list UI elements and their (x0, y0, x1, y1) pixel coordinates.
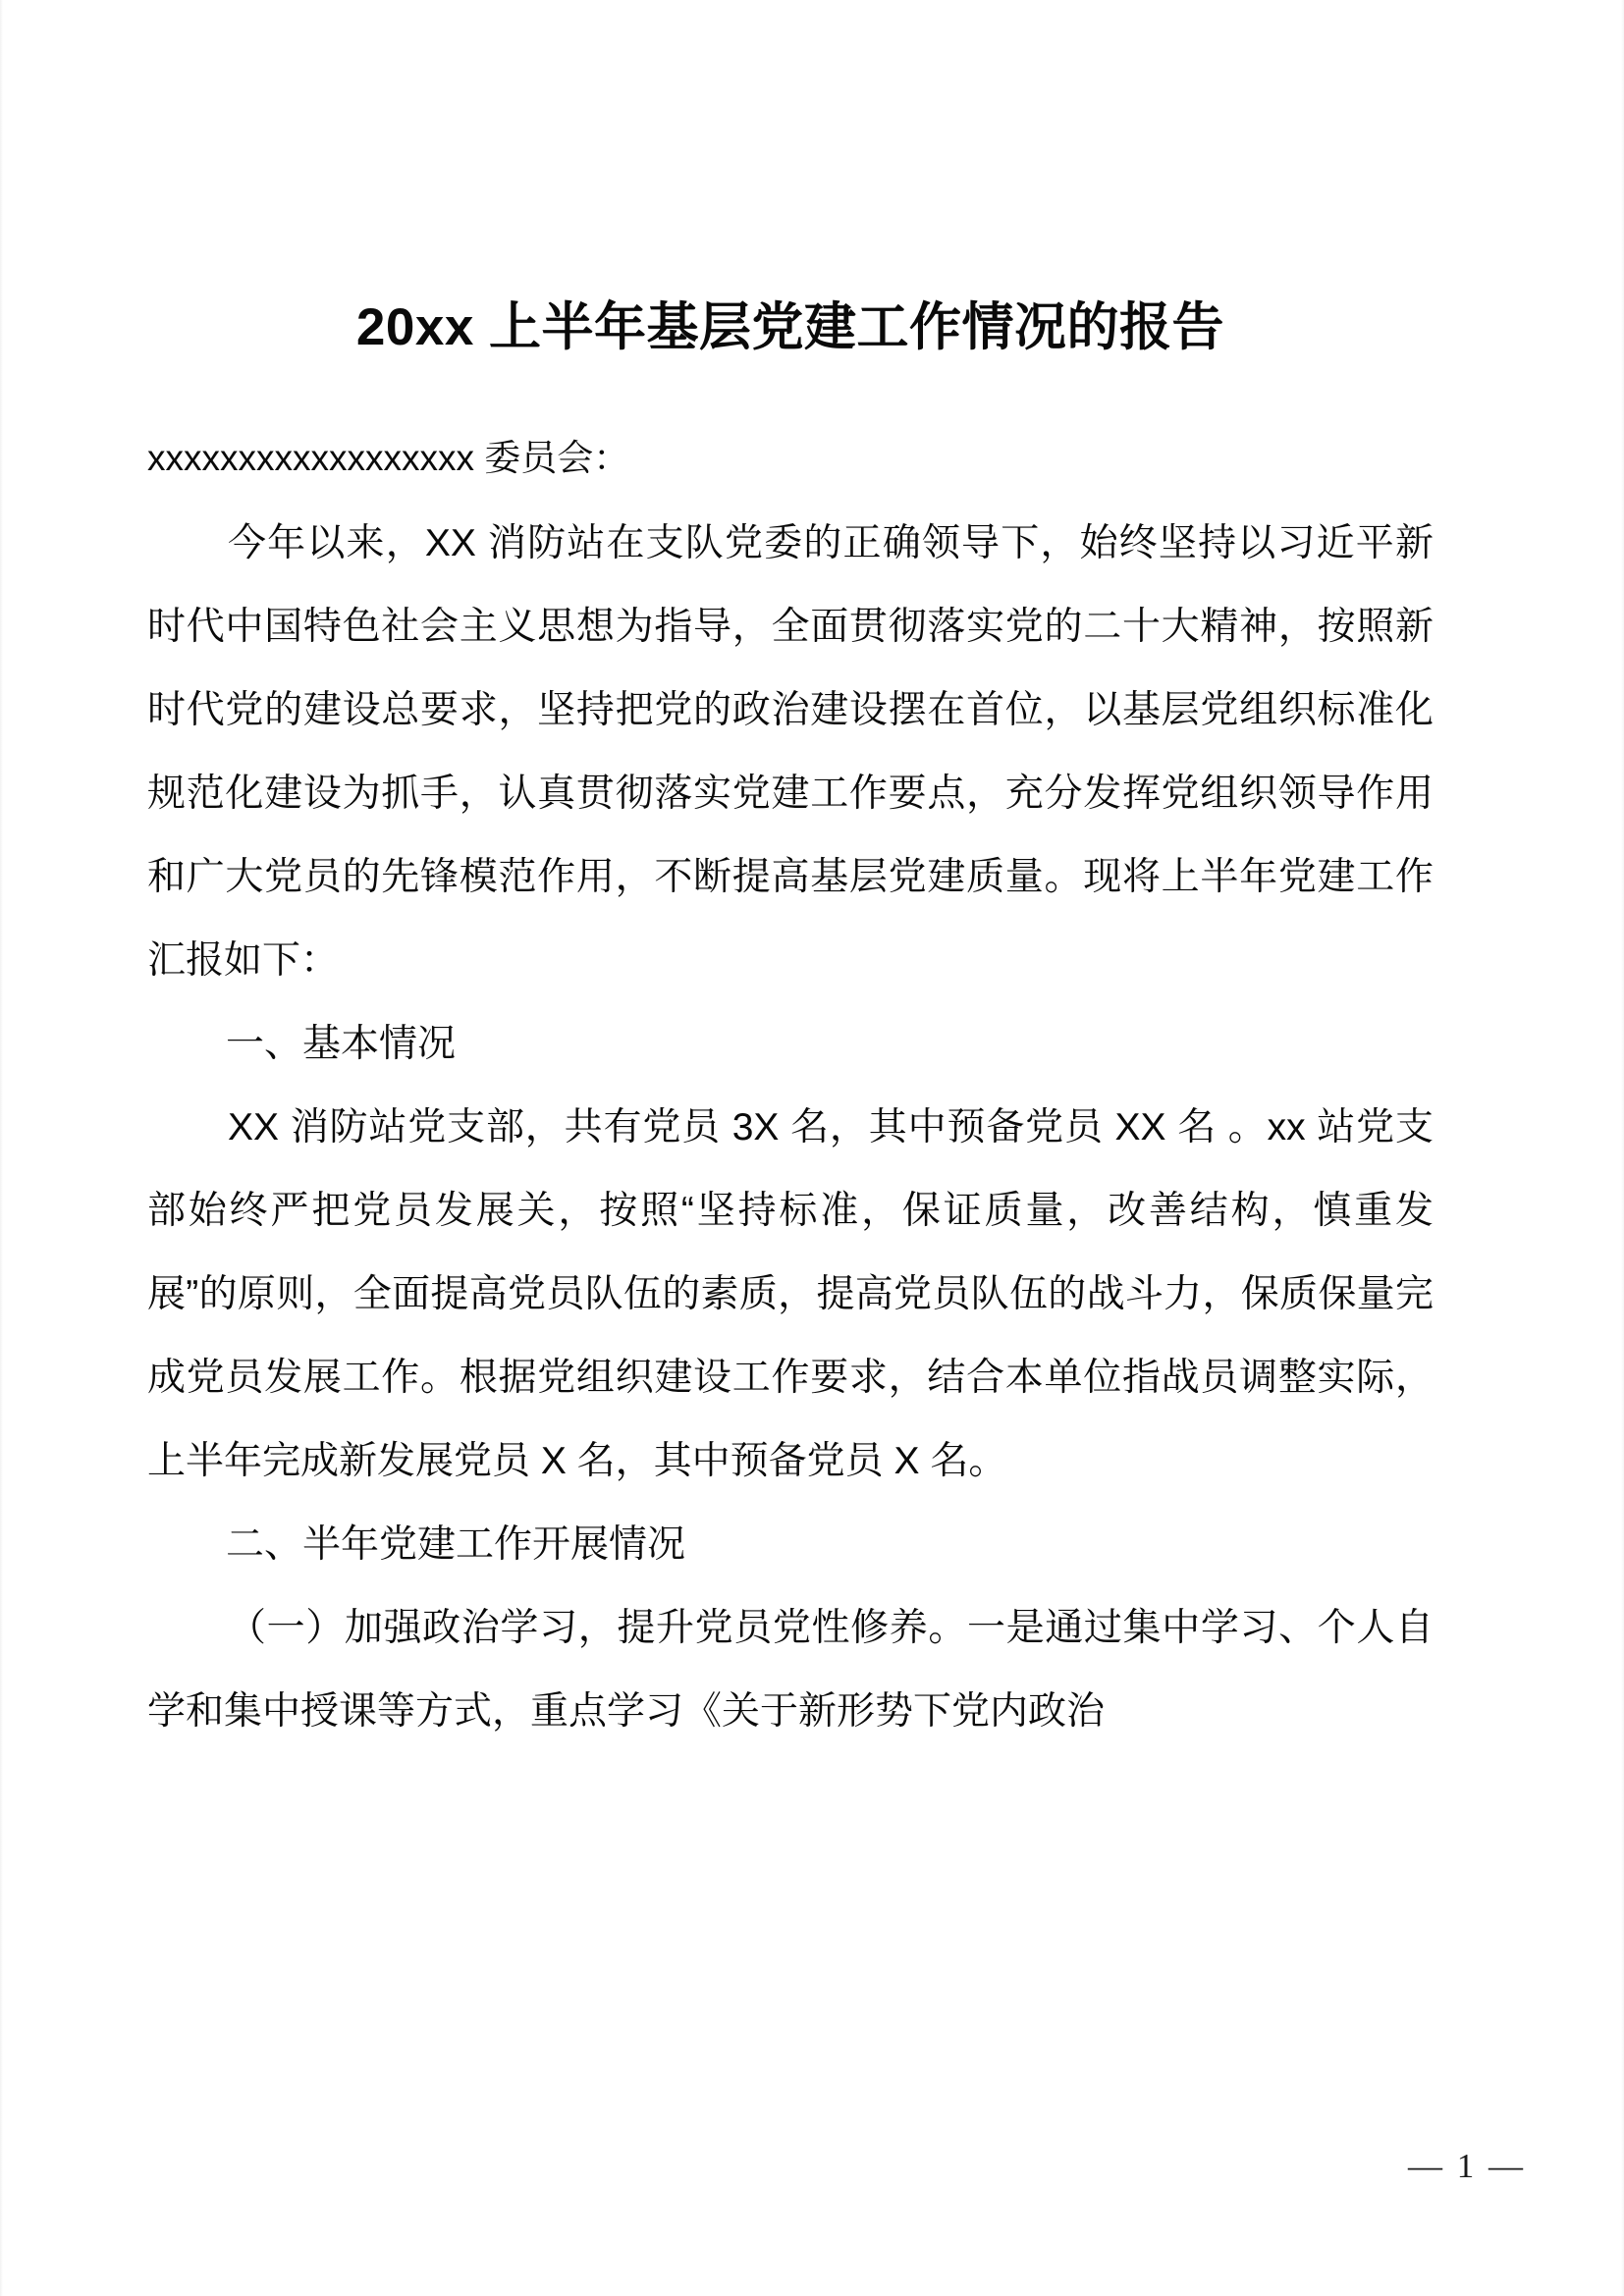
section-2-item-1: （一）加强政治学习，提升党员党性修养。一是通过集中学习、个人自学和集中授课等方式，重点学习《关于新形势下党内政治 (147, 1607, 1434, 1733)
addressee-line: xxxxxxxxxxxxxxxxxx 委员会： (147, 438, 630, 478)
page-title: 20xx 上半年基层党建工作情况的报告 (355, 298, 1225, 356)
section-heading-1: 一、基本情况 (226, 1023, 457, 1065)
document-body (147, 0, 1434, 1753)
opening-paragraph: 今年以来，XX 消防站在支队党委的正确领导下，始终坚持以习近平新时代中国特色社会主义思想为指导，全面贯彻落实党的二十大精神，按照新时代党的建设总要求，坚持把党的政治建设摆在首位，以基层党组织标准化规范化建设为抓手，认真贯彻落实党建工作要点，充分发挥党组织领导作用和广大党员的先锋模范作用，不断提高基层党建质量。现将上半年党建工作汇报如下： (147, 522, 1434, 982)
page-number-footer: — 1 — (1408, 2147, 1526, 2185)
section-1-body: XX 消防站党支部，共有党员 3X 名，其中预备党员 XX 名 。xx 站党支部始终严把党员发展关，按照“坚持标准，保证质量，改善结构，慎重发展”的原则，全面提高党员队伍的素质，提高党员队伍的战斗力，保质保量完成党员发展工作。根据党组织建设工作要求，结合本单位指战员调整实际，上半年完成新发展党员 X 名，其中预备党员 X 名。 (147, 1106, 1434, 1482)
section-heading-2: 二、半年党建工作开展情况 (226, 1523, 686, 1566)
